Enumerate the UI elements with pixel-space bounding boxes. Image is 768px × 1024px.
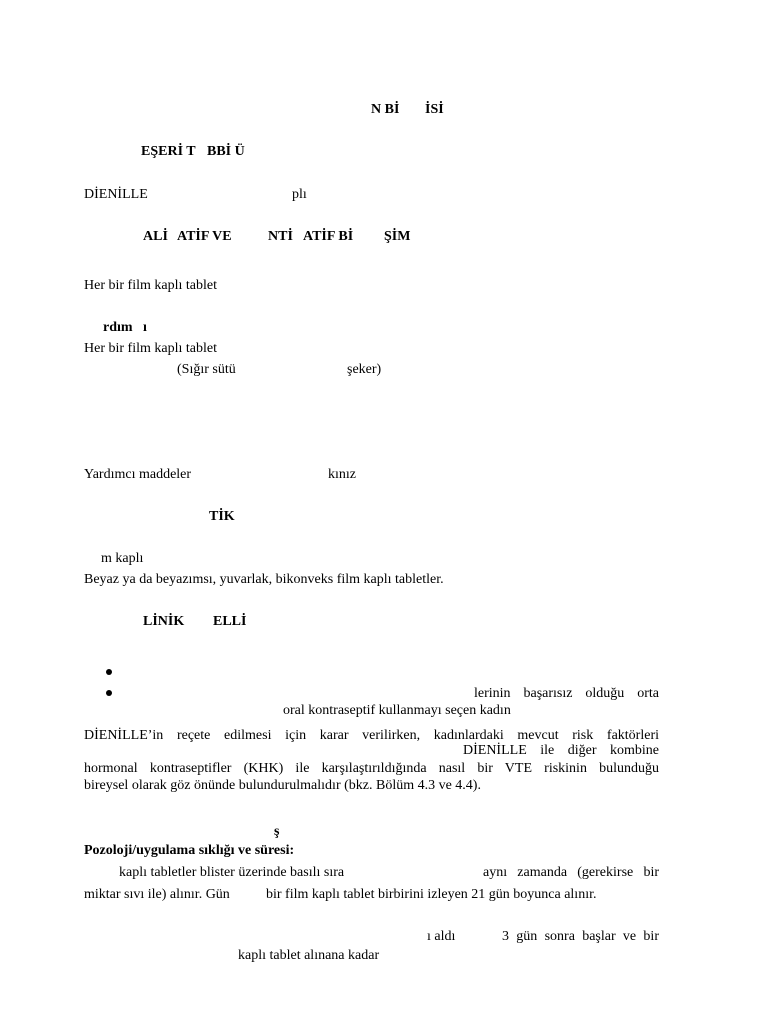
text-fragment: (Sığır sütü — [177, 362, 236, 377]
subheading-fragment: ı — [143, 320, 147, 335]
text-fragment: aynı zamanda (gerekirse bir — [483, 865, 659, 880]
heading-fragment: ALİ — [143, 229, 168, 244]
text-fragment: ş — [274, 824, 280, 839]
heading-fragment: EŞERİ T — [141, 144, 196, 159]
heading-fragment: BBİ Ü — [207, 144, 245, 159]
text-line: Her bir film kaplı tablet — [84, 341, 217, 356]
section-heading: Pozoloji/uygulama sıklığı ve süresi: — [84, 843, 295, 858]
text-fragment: kaplı tablet alınana kadar — [238, 948, 380, 963]
text-fragment: m kaplı — [101, 551, 144, 566]
paragraph-line: bireysel olarak göz önünde bulundurulmalıdır (bkz. Bölüm 4.3 ve 4.4). — [84, 778, 481, 793]
heading-fragment: ELLİ — [213, 614, 247, 629]
text-fragment: kınız — [328, 467, 356, 482]
text-fragment: kaplı tabletler blister üzerinde basılı sıra — [119, 865, 345, 880]
bullet-icon — [106, 669, 112, 675]
heading-fragment: ŞİM — [384, 229, 411, 244]
paragraph-line: hormonal kontraseptifler (KHK) ile karşılaştırıldığında nasıl bir VTE riskinin bulunduğu — [84, 761, 659, 776]
heading-fragment: TİK — [209, 509, 235, 524]
text-fragment: plı — [292, 187, 307, 202]
heading-fragment: N Bİ — [371, 102, 400, 117]
paragraph-line: DİENİLLE ile diğer kombine — [463, 743, 659, 758]
text-fragment: şeker) — [347, 362, 382, 377]
text-fragment: Yardımcı maddeler — [84, 467, 192, 482]
text-line: Her bir film kaplı tablet — [84, 278, 217, 293]
heading-fragment: İSİ — [425, 102, 444, 117]
heading-fragment: NTİ — [268, 229, 293, 244]
bullet-text: oral kontraseptif kullanmayı seçen kadın — [283, 703, 511, 718]
heading-fragment: ATİF VE — [177, 229, 232, 244]
product-name: DİENİLLE — [84, 187, 148, 202]
heading-fragment: LİNİK — [143, 614, 185, 629]
text-fragment: bir film kaplı tablet birbirini izleyen 21 gün boyunca alınır. — [266, 887, 597, 902]
bullet-text: lerinin başarısız olduğu orta — [474, 686, 659, 701]
text-line: Beyaz ya da beyazımsı, yuvarlak, bikonveks film kaplı tabletler. — [84, 572, 444, 587]
text-fragment: ı aldı — [427, 929, 456, 944]
subheading-fragment: rdım — [103, 320, 133, 335]
heading-fragment: ATİF Bİ — [303, 229, 354, 244]
bullet-icon — [106, 690, 112, 696]
text-fragment: 3 gün sonra başlar ve bir — [502, 929, 659, 944]
paragraph-line: DİENİLLE’in reçete edilmesi için karar verilirken, kadınlardaki mevcut risk faktörleri — [84, 728, 659, 743]
text-fragment: miktar sıvı ile) alınır. Gün — [84, 887, 230, 902]
